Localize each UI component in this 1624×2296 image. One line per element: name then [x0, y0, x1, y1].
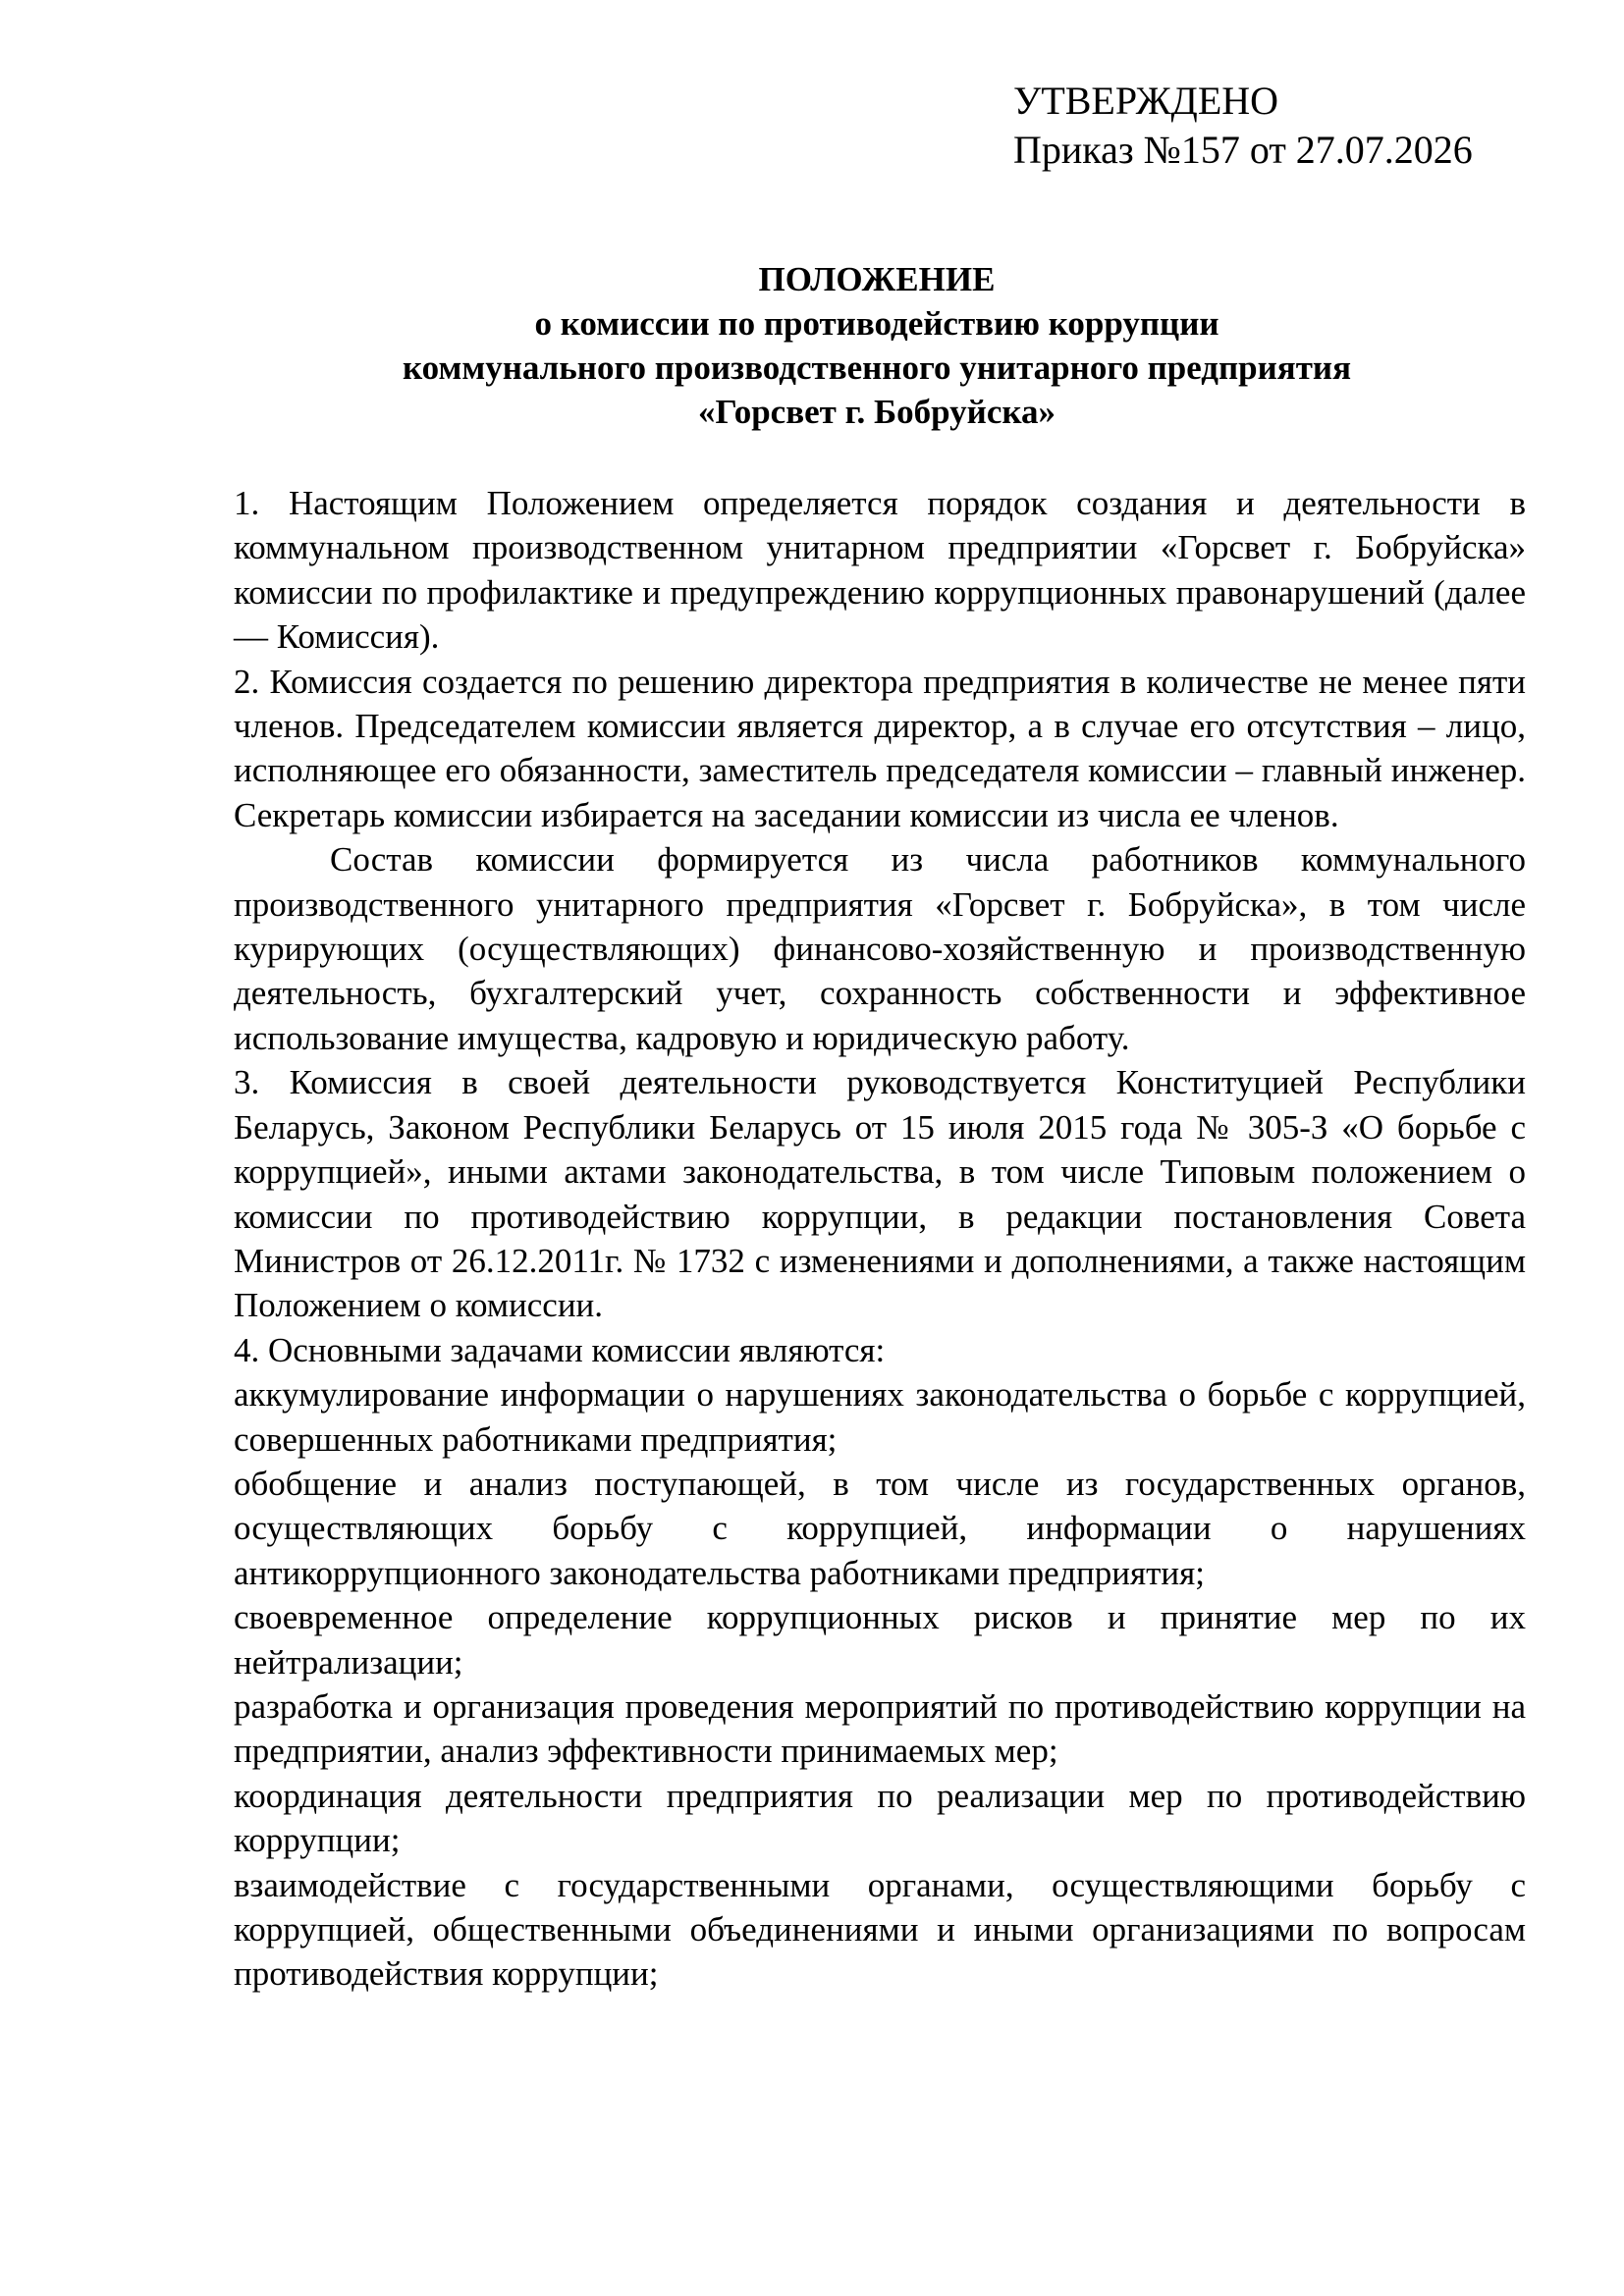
document-body	[234, 481, 1526, 1997]
paragraph-2-composition: Состав комиссии формируется из числа работников коммунального производственного унитарного предприятия «Горсвет г. Бобруйска», в том числе курирующих (осуществляющих) финансово-хозяйственную и производственную деятельность, бухгалтерский учет, сохранность собственности и эффективное использование имущества, кадровую и юридическую работу.	[234, 840, 1526, 1057]
paragraph-1: 1. Настоящим Положением определяется порядок создания и деятельности в коммунальном производственном унитарном предприятии «Горсвет г. Бобруйска» комиссии по профилактике и предупреждению коррупционных правонарушений (далее — Комиссия).	[234, 484, 1526, 657]
task-item: своевременное определение коррупционных рисков и принятие мер по их нейтрализации;	[234, 1598, 1526, 1682]
task-item: координация деятельности предприятия по реализации мер по противодействию коррупции;	[234, 1776, 1526, 1860]
paragraph-2: 2. Комиссия создается по решению директора предприятия в количестве не менее пяти членов. Председателем комиссии является директор, а в случае его отсутствия – лицо, исполняющее его обязанности, заместитель председателя комиссии – главный инженер. Секретарь комиссии избирается на заседании комиссии из числа ее членов.	[234, 662, 1526, 834]
document-title	[157, 257, 1597, 434]
paragraph-4: 4. Основными задачами комиссии являются:	[234, 1330, 886, 1369]
task-item: взаимодействие с государственными органами, осуществляющими борьбу с коррупцией, общественными объединениями и иными организациями по вопросам противодействия коррупции;	[234, 1865, 1526, 1994]
title-organization-name: «Горсвет г. Бобруйска»	[698, 393, 1056, 431]
title-subject: о комиссии по противодействию коррупции	[534, 304, 1219, 343]
task-item: разработка и организация проведения мероприятий по противодействию коррупции на предприятии, анализ эффективности принимаемых мер;	[234, 1686, 1526, 1771]
paragraph-3: 3. Комиссия в своей деятельности руководствуется Конституцией Республики Беларусь, Законом Республики Беларусь от 15 июля 2015 года № 305-З «О борьбе с коррупцией», иными актами законодательства, в том числе Типовым положением о комиссии по противодействию коррупции, в редакции постановления Совета Министров от 26.12.2011г. № 1732 с изменениями и дополнениями, а также настоящим Положением о комиссии.	[234, 1063, 1526, 1325]
task-item: аккумулирование информации о нарушениях законодательства о борьбе с коррупцией, совершенных работниками предприятия;	[234, 1375, 1526, 1459]
order-reference: Приказ №157 от 27.07.2026	[1013, 128, 1473, 172]
task-item: обобщение и анализ поступающей, в том числе из государственных органов, осуществляющих борьбу с коррупцией, информации о нарушениях антикоррупционного законодательства работниками предприятия;	[234, 1464, 1526, 1592]
approval-label: УТВЕРЖДЕНО	[1013, 79, 1279, 123]
title-organization: коммунального производственного унитарного предприятия	[402, 348, 1352, 387]
approval-stamp	[1013, 77, 1473, 175]
title-heading: ПОЛОЖЕНИЕ	[758, 260, 996, 298]
